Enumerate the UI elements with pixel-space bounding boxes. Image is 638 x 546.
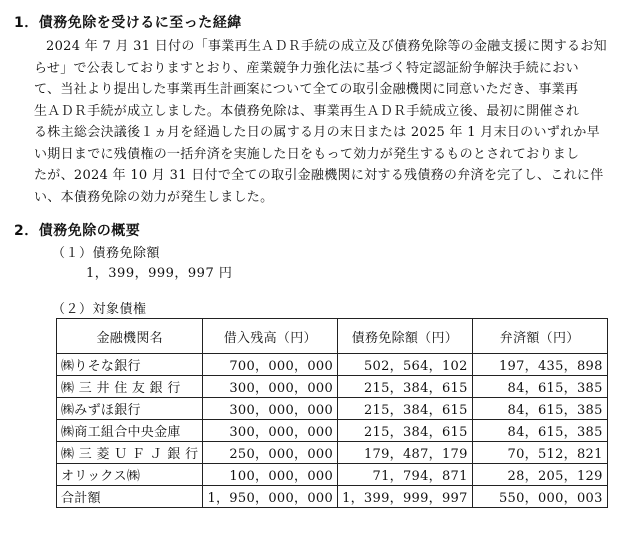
target-claims-table: [56, 318, 608, 508]
section-1-heading: 1．債務免除を受けるに至った経緯: [14, 15, 242, 31]
forgiveness-amount: 215，384，615: [338, 398, 473, 420]
institution-name: ㈱りそな銀行: [57, 354, 203, 376]
target-claims-label: （２）対象債権: [52, 302, 147, 317]
loan-balance: 300，000，000: [203, 376, 338, 398]
section-2-heading: 2．債務免除の概要: [14, 223, 141, 239]
repayment-amount: 84，615，385: [472, 420, 607, 442]
table-row: [57, 420, 608, 442]
loan-balance: 250，000，000: [203, 442, 338, 464]
repayment-amount: 84，615，385: [472, 376, 607, 398]
paragraph-line: い、本債務免除の効力が発生しました。: [34, 189, 274, 205]
institution-name: ㈱商工組合中央金庫: [57, 420, 203, 442]
forgiveness-amount: 215，384，615: [338, 376, 473, 398]
debt-forgiveness-amount-value: 1，399，999，997 円: [86, 266, 233, 281]
table-row: [57, 354, 608, 376]
table-row: [57, 464, 608, 486]
header-loan-balance: 借入残高（円）: [203, 319, 338, 354]
forgiveness-amount: 179，487，179: [338, 442, 473, 464]
paragraph-line: る株主総会決議後１ヵ月を経過した日の属する月の末日または 2025 年 1 月末日のいずれか早: [34, 125, 600, 140]
repayment-amount: 70，512，821: [472, 442, 607, 464]
loan-balance: 300，000，000: [203, 398, 338, 420]
table-row: [57, 376, 608, 398]
loan-balance: 100，000，000: [203, 464, 338, 486]
forgiveness-amount: 71，794，871: [338, 464, 473, 486]
repayment-amount: 28，205，129: [472, 464, 607, 486]
header-institution: 金融機関名: [57, 319, 203, 354]
table-total-row: [57, 486, 608, 508]
forgiveness-amount: 502，564，102: [338, 354, 473, 376]
debt-forgiveness-amount-label: （１）債務免除額: [52, 246, 161, 261]
paragraph-line: 生ＡＤＲ手続が成立しました。本債務免除は、事業再生ＡＤＲ手続成立後、最初に開催され: [34, 103, 580, 119]
table-header-row: [57, 319, 608, 354]
header-forgiveness-amount: 債務免除額（円）: [338, 319, 473, 354]
total-forgiveness-amount: 1，399，999，997: [338, 486, 473, 508]
total-repayment-amount: 550，000，003: [472, 486, 607, 508]
loan-balance: 300，000，000: [203, 420, 338, 442]
header-repayment-amount: 弁済額（円）: [472, 319, 607, 354]
total-label: 合計額: [57, 486, 203, 508]
paragraph-line: て、当社より提出した事業再生計画案について全ての取引金融機関に同意いただき、事業再: [34, 82, 579, 97]
institution-name: ㈱ 三 井 住 友 銀 行: [57, 376, 203, 398]
section-1-paragraph: [34, 36, 622, 208]
paragraph-line: 2024 年 7 月 31 日付の「事業再生ＡＤＲ手続の成立及び債務免除等の金融支援に関するお知: [46, 39, 607, 54]
paragraph-line: らせ」で公表しておりますとおり、産業競争力強化法に基づく特定認証紛争解決手続におい: [34, 60, 579, 76]
loan-balance: 700，000，000: [203, 354, 338, 376]
table-row: [57, 398, 608, 420]
repayment-amount: 84，615，385: [472, 398, 607, 420]
total-loan-balance: 1，950，000，000: [203, 486, 338, 508]
forgiveness-amount: 215，384，615: [338, 420, 473, 442]
paragraph-line: い期日までに残債権の一括弁済を実施した日をもって効力が発生するものとされておりまし: [34, 146, 580, 162]
paragraph-line: たが、2024 年 10 月 31 日付で全ての取引金融機関に対する残債務の弁済を完了し、これに伴: [34, 168, 604, 183]
table-row: [57, 442, 608, 464]
institution-name: ㈱ 三 菱 Ｕ Ｆ Ｊ 銀 行: [57, 442, 203, 464]
institution-name: オリックス㈱: [57, 464, 203, 486]
repayment-amount: 197，435，898: [472, 354, 607, 376]
institution-name: ㈱みずほ銀行: [57, 398, 203, 420]
